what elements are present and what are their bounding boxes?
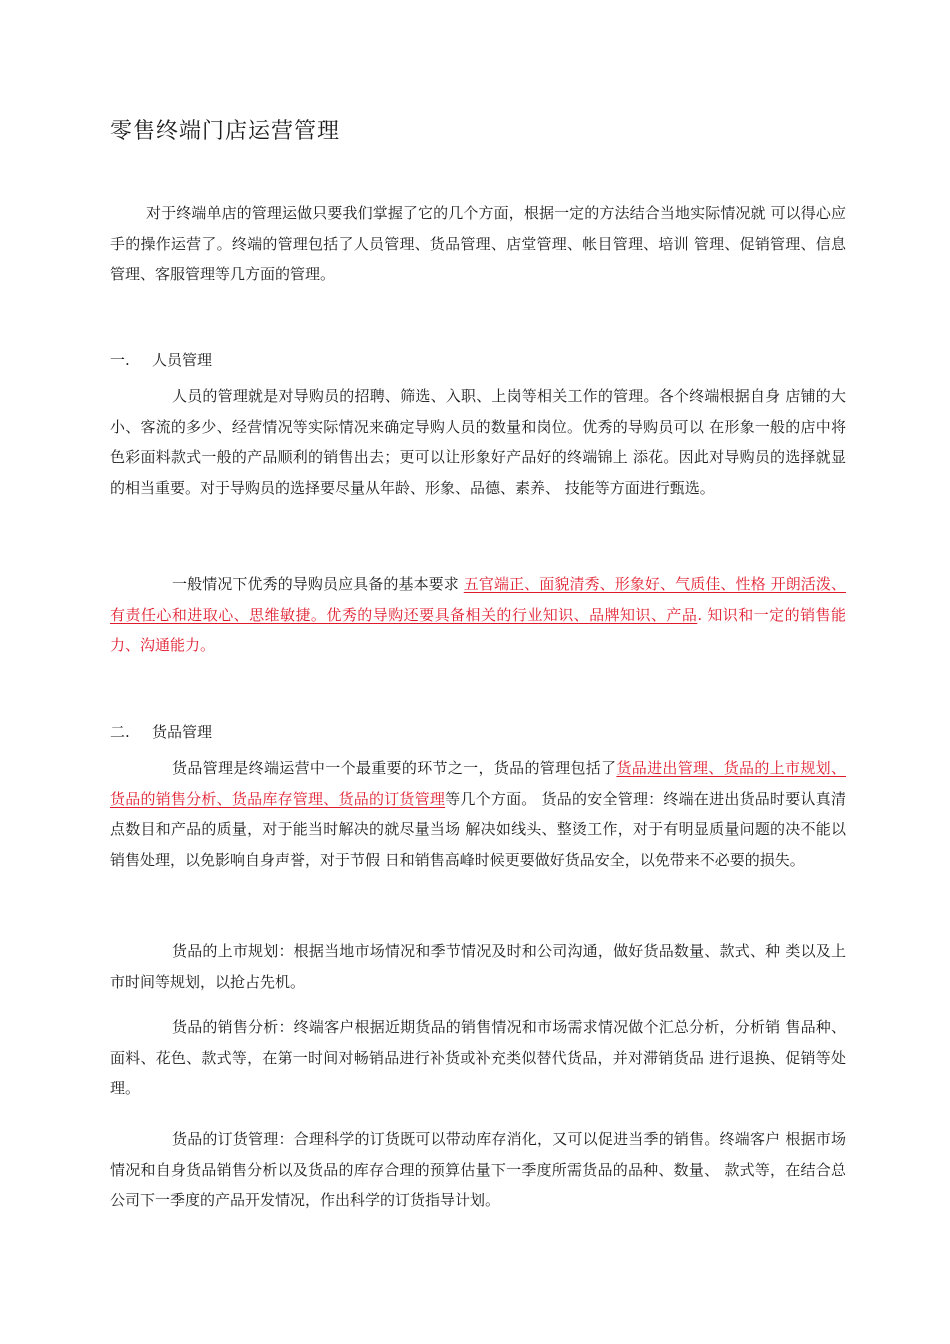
goods-paragraph-launch: 货品的上市规划：根据当地市场情况和季节情况及时和公司沟通，做好货品数量、款式、种 类以及上市时间等规划，以抢占先机。 [110, 942, 846, 991]
requirements-lead-text: 一般情况下优秀的导购员应具备的基本要求 [172, 575, 464, 593]
goods-paragraph-ordering: 货品的订货管理：合理科学的订货既可以带动库存消化，又可以促进当季的销售。终端客户 根据市场情况和自身货品销售分析以及货品的库存合理的预算估量下一季度所需货品的品种、数量、 款式等，在结合总公司下一季度的产品开发情况，作出科学的订货指导计划。 [110, 1130, 846, 1209]
intro-paragraph: 对于终端单店的管理运做只要我们掌握了它的几个方面，根据一定的方法结合当地实际情况就 可以得心应手的操作运营了。终端的管理包括了人员管理、货品管理、店堂管理、帐目管理、培训 管理、促销管理、信息管理、客服管理等几方面的管理。 [110, 204, 846, 283]
section-heading-goods [110, 721, 212, 742]
section-number: 二. [110, 723, 130, 741]
goods-paragraph-sales: 货品的销售分析：终端客户根据近期货品的销售情况和市场需求情况做个汇总分析，分析销 售品种、面料、花色、款式等，在第一时间对畅销品进行补货或补充类似替代货品，并对滞销货品 进行退换、促销等处理。 [110, 1018, 846, 1097]
section-number: 一. [110, 351, 130, 369]
requirements-highlight: 五官端正、面貌清秀、形象好、气质佳、性格 开朗活泼、有责任心和进取心、思维敏捷。优秀的导购还要具备相关的行业知识、品牌知识、产品 [110, 575, 846, 624]
goods-lead-text: 货品管理是终端运营中一个最重要的环节之一，货品的管理包括了 [172, 759, 617, 777]
section-heading-personnel [110, 349, 212, 370]
goods-paragraph-1 [110, 753, 846, 875]
section-title: 货品管理 [152, 723, 213, 741]
document-title: 零售终端门店运营管理 [110, 119, 341, 144]
requirements-tail: . 知识和一定的销售能力、沟通能力。 [110, 605, 846, 654]
goods-tail-text: 等几个方面。 货品的安全管理：终端在进出货品时要认真清点数目和产品的质量，对于能当时解决的就尽量当场 解决如线头、整烫工作，对于有明显质量问题的决不能以销售处理，以免影响自身声誉，对于节假 日和销售高峰时候更要做好货品安全，以免带来不必要的损失。 [110, 789, 846, 869]
goods-highlight: 货品进出管理、货品的上市规划、货品的销售分析、货品库存管理、货品的订货管理 [110, 759, 846, 808]
personnel-paragraph-1: 人员的管理就是对导购员的招聘、筛选、入职、上岗等相关工作的管理。各个终端根据自身 店铺的大小、客流的多少、经营情况等实际情况来确定导购人员的数量和岗位。优秀的导购员可以 在形象一般的店中将色彩面料款式一般的产品顺利的销售出去；更可以让形象好产品好的终端锦上 添花。因此对导购员的选择就显的相当重要。对于导购员的选择要尽量从年龄、形象、品德、素养、 技能等方面进行甄选。 [110, 387, 846, 497]
section-title: 人员管理 [152, 351, 213, 369]
personnel-paragraph-2 [110, 569, 846, 661]
